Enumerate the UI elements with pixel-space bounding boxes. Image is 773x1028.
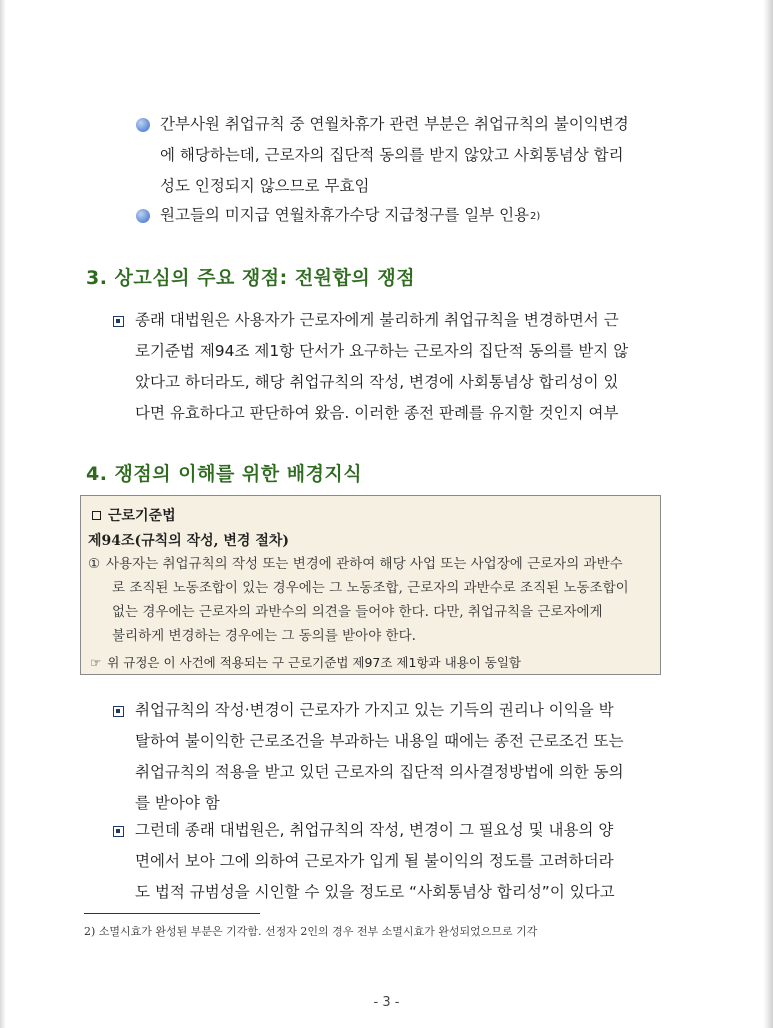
text-line: 탈하여 불이익한 근로조건을 부과하는 내용일 때에는 종전 근로조건 또는 [135,732,624,750]
section-3-paragraph [135,305,660,429]
text-line: 다면 유효하다고 판단하여 왔음. 이러한 종전 판례를 유지할 것인지 여부 [135,404,619,422]
square-bullet-icon [113,316,124,327]
clause-line: 없는 경우에는 근로자의 과반수의 의견을 들어야 한다. 다만, 취업규칙을 근로자에게 [112,604,603,620]
clause-line: 불리하게 변경하는 경우에는 그 동의를 받아야 한다. [112,628,416,644]
page-shadow-right [763,0,773,1028]
footnote: 2) 소멸시효가 완성된 부분은 기각함. 선정자 2인의 경우 전부 소멸시효가 완성되었으므로 기각 [84,925,538,938]
page-number: - 3 - [373,995,400,1010]
box-note [90,653,521,671]
text-line: 성도 인정되지 않으므로 무효임 [160,177,370,195]
circle-bullet-icon [136,118,150,132]
section-4-heading: 4. 쟁점의 이해를 위한 배경지식 [86,463,363,485]
clause-line: 로 조직된 노동조합이 있는 경우에는 그 노동조합, 근로자의 과반수로 조직된 노동조합이 [112,580,629,596]
text-line: 도 법적 규범성을 시인할 수 있을 정도로 “사회통념상 합리성”이 있다고 [135,883,615,901]
intro-bullet-1 [160,109,660,202]
text-line: 종래 대법원은 사용자가 근로자에게 불리하게 취업규칙을 변경하면서 근 [135,311,619,329]
clause-line: 사용자는 취업규칙의 작성 또는 변경에 관하여 해당 사업 또는 사업장에 근로자의 과반수 [106,556,623,572]
text-line: 그런데 종래 대법원은, 취업규칙의 작성, 변경이 그 필요성 및 내용의 양 [135,821,614,839]
circle-bullet-icon [136,209,150,223]
footnote-divider [84,913,260,914]
section-4-paragraph-1 [135,695,660,819]
text-line: 취업규칙의 작성·변경이 근로자가 가지고 있는 기득의 권리나 이익을 박 [135,701,614,719]
page-shadow-left [0,0,6,1028]
box-title-text: 근로기준법 [108,508,176,524]
text-line: 에 해당하는데, 근로자의 집단적 동의를 받지 않았고 사회통념상 합리 [160,146,624,164]
pointing-hand-icon: ☞ [90,655,102,670]
article-heading: 제94조(규칙의 작성, 변경 절차) [88,533,289,549]
text-line: 로기준법 제94조 제1항 단서가 요구하는 근로자의 집단적 동의를 받지 않 [135,342,629,360]
text-line: 았다고 하더라도, 해당 취업규칙의 작성, 변경에 사회통념상 합리성이 있 [135,373,619,391]
text-line: 를 받아야 함 [135,794,220,812]
footnote-ref[interactable]: 2) [530,211,541,222]
law-excerpt-box [80,495,661,675]
square-bullet-icon [113,826,124,837]
box-note-text: 위 규정은 이 사건에 적용되는 구 근로기준법 제97조 제1항과 내용이 동일함 [107,655,521,670]
clause-number: ① [88,556,101,572]
text-line: 면에서 보아 그에 의하여 근로자가 입게 될 불이익의 정도를 고려하더라 [135,852,614,870]
box-title [92,505,176,525]
article-clause [88,552,652,648]
square-bullet-icon [113,706,124,717]
intro-bullet-2 [160,200,660,232]
section-3-heading: 3. 상고심의 주요 쟁점: 전원합의 쟁점 [86,267,416,289]
text-line: 취업규칙의 적용을 받고 있던 근로자의 집단적 의사결정방법에 의한 동의 [135,763,624,781]
section-4-paragraph-2 [135,815,660,908]
square-marker-icon [92,511,101,520]
text-line: 간부사원 취업규칙 중 연월차휴가 관련 부분은 취업규칙의 불이익변경 [160,115,629,133]
text-line: 원고들의 미지급 연월차휴가수당 지급청구를 일부 인용 [160,206,530,224]
